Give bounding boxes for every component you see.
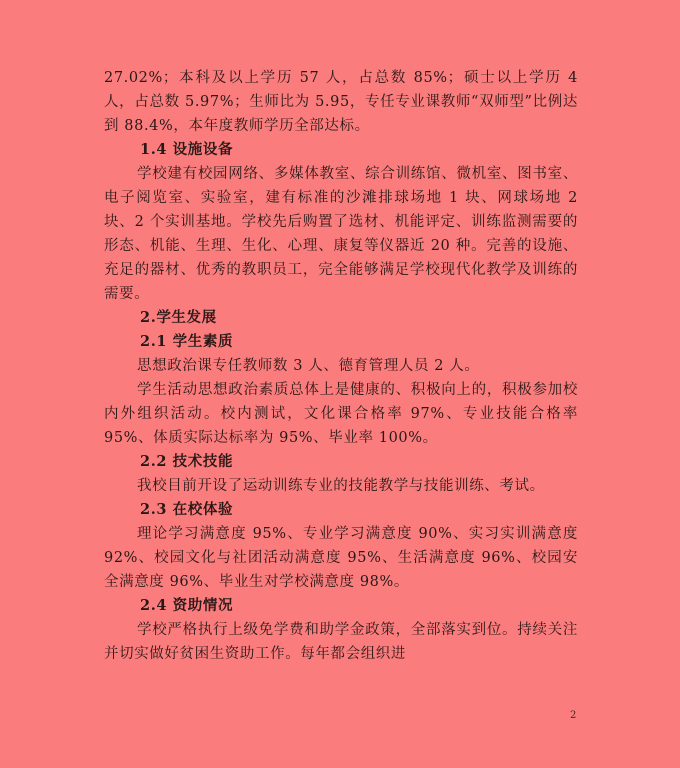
- paragraph-campus-experience: 理论学习满意度 95%、专业学习满意度 90%、实习实训满意度 92%、校园文化与社团活动满意度 95%、生活满意度 96%、校园安全满意度 96%、毕业生对学校满意度 98%。: [104, 526, 578, 590]
- paragraph-political-teachers: 思想政治课专任教师数 3 人、德育管理人员 2 人。: [137, 358, 480, 374]
- paragraph-financial-aid: 学校严格执行上级免学费和助学金政策，全部落实到位。持续关注并切实做好贫困生资助工作。每年都会组织进: [104, 622, 578, 662]
- heading-facilities: 1.4 设施设备: [140, 141, 234, 158]
- paragraph-student-activities: 学生活动思想政治素质总体上是健康的、积极向上的，积极参加校内外组织活动。校内测试，文化课合格率 97%、专业技能合格率 95%、体质实际达标率为 95%、毕业率 100%。: [104, 382, 578, 446]
- paragraph-facilities: 学校建有校园网络、多媒体教室、综合训练馆、微机室、图书室、电子阅览室、实验室，建有标准的沙滩排球场地 1 块、网球场地 2 块、2 个实训基地。学校先后购置了选材、机能评定、训练监测需要的形态、机能、生理、生化、心理、康复等仪器近 20 种。完善的设施、充足的器材、优秀的教职员工，完全能够满足学校现代化教学及训练的需要。: [104, 166, 578, 302]
- heading-technical-skills: 2.2 技术技能: [140, 453, 234, 470]
- document-page: [104, 66, 578, 666]
- heading-financial-aid: 2.4 资助情况: [140, 597, 234, 614]
- heading-student-quality: 2.1 学生素质: [140, 333, 234, 350]
- paragraph-teacher-stats: 27.02%；本科及以上学历 57 人，占总数 85%；硕士以上学历 4 人，占总数 5.97%；生师比为 5.95，专任专业课教师“双师型”比例达到 88.4%，本年度教师学历全部达标。: [104, 70, 578, 134]
- heading-campus-experience: 2.3 在校体验: [140, 501, 234, 518]
- paragraph-technical-skills: 我校目前开设了运动训练专业的技能教学与技能训练、考试。: [137, 478, 545, 494]
- heading-student-development: 2.学生发展: [140, 309, 217, 326]
- page-number: 2: [570, 710, 577, 721]
